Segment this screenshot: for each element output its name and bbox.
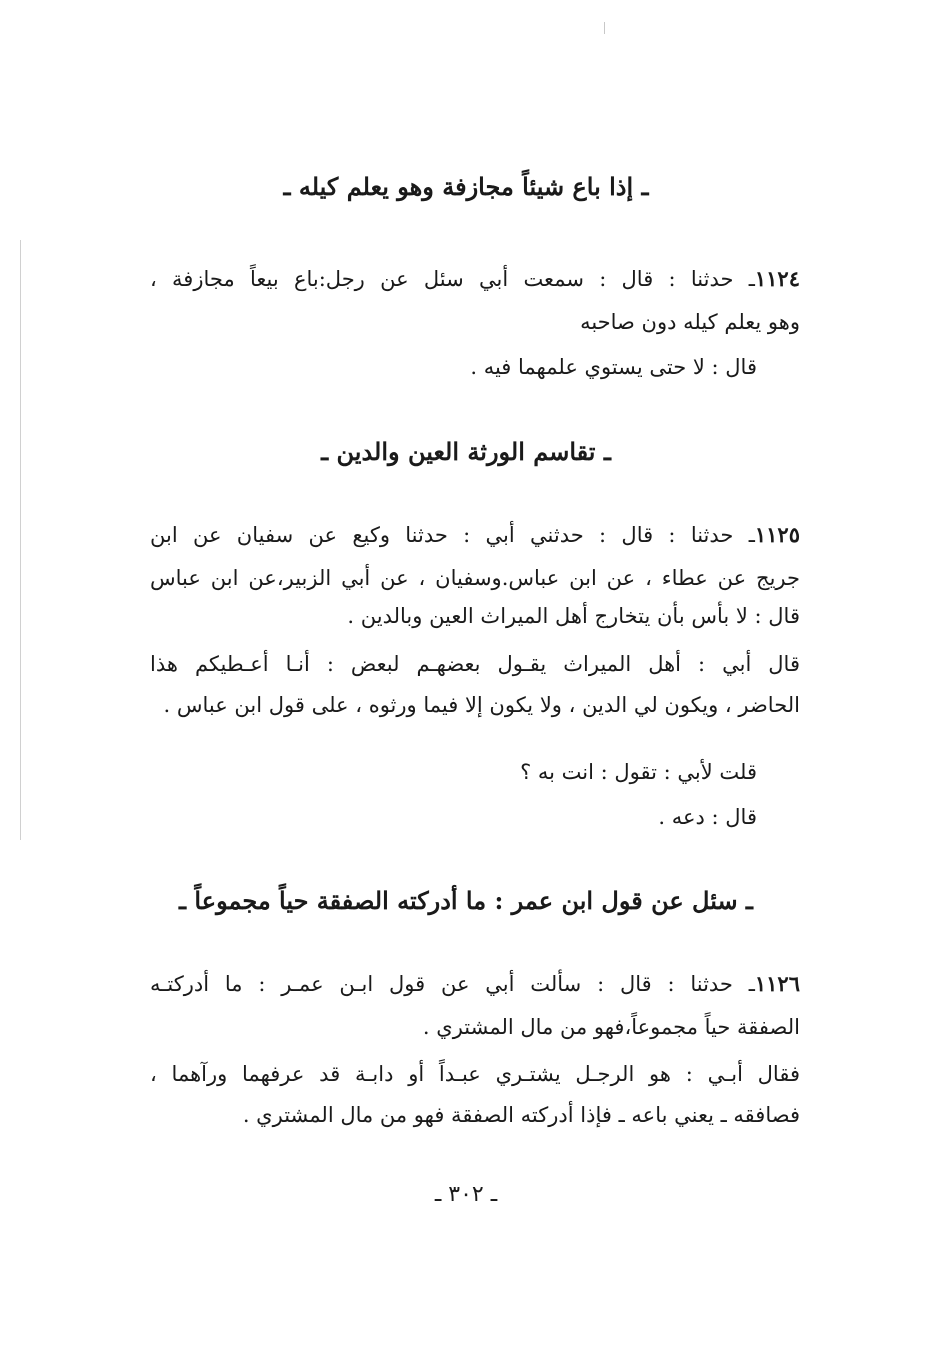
hadith-number: ١١٢٥ [754,522,800,547]
binding-edge-line [20,240,21,840]
hadith-text: ـ حدثنا : قال : حدثني أبي : حدثنا وكيع عن سفيان عن ابن [150,523,755,547]
text-line: الحاضر ، ويكون لي الدين ، ولا يكون إلا فيما ورثوه ، على قول ابن عباس . [163,693,800,717]
page-number: ـ ٣٠٢ ـ [434,1182,498,1207]
text-line: قلت لأبي : تقول : انت به ؟ [520,760,757,784]
text-line: قال أبي : أهل الميراث يقـول بعضهـم لبعض : أنـا أعـطيكم هذا [150,652,800,676]
text-line: قال : دعه . [658,805,757,829]
text-line: جريج عن عطاء ، عن ابن عباس.وسفيان ، عن أبي الزبير،عن ابن عباس [150,566,800,590]
hadith-number: ١١٢٤ [754,266,800,291]
section-heading: ـ تقاسم الورثة العين والدين ـ [321,437,611,466]
hadith-text: ـ حدثنا : قال : سألت أبي عن قول ابـن عمـر : ما أدركتـه [150,972,755,996]
text-line: وهو يعلم كيله دون صاحبه [580,310,800,334]
hadith-number: ١١٢٦ [754,971,800,996]
hadith-text: ـ حدثنا : قال : سمعت أبي سئل عن رجل:باع بيعاً مجازفة ، [150,267,755,291]
text-line: قال : لا حتى يستوي علمهما فيه . [470,355,757,379]
section-heading: ـ سئل عن قول ابن عمر : ما أدركته الصفقة حياً مجموعاً ـ [179,886,753,915]
page-mark [604,22,605,34]
text-line: الصفقة حياً مجموعاً،فهو من مال المشتري . [422,1015,800,1039]
text-line: قال : لا بأس بأن يتخارج أهل الميراث العين وبالدين . [347,604,800,628]
text-line: فصافقه ـ يعني باعه ـ فإذا أدركته الصفقة فهو من مال المشتري . [242,1103,800,1127]
hadith-line [150,264,800,294]
section-heading: ـ إذا باع شيئاً مجازفة وهو يعلم كيله ـ [283,172,649,201]
text-line: فقال أبـي : هو الرجـل يشتـري عبـداً أو دابـة قد عرفهما ورآهما ، [150,1062,800,1086]
hadith-line [150,969,800,999]
hadith-line [150,520,800,550]
